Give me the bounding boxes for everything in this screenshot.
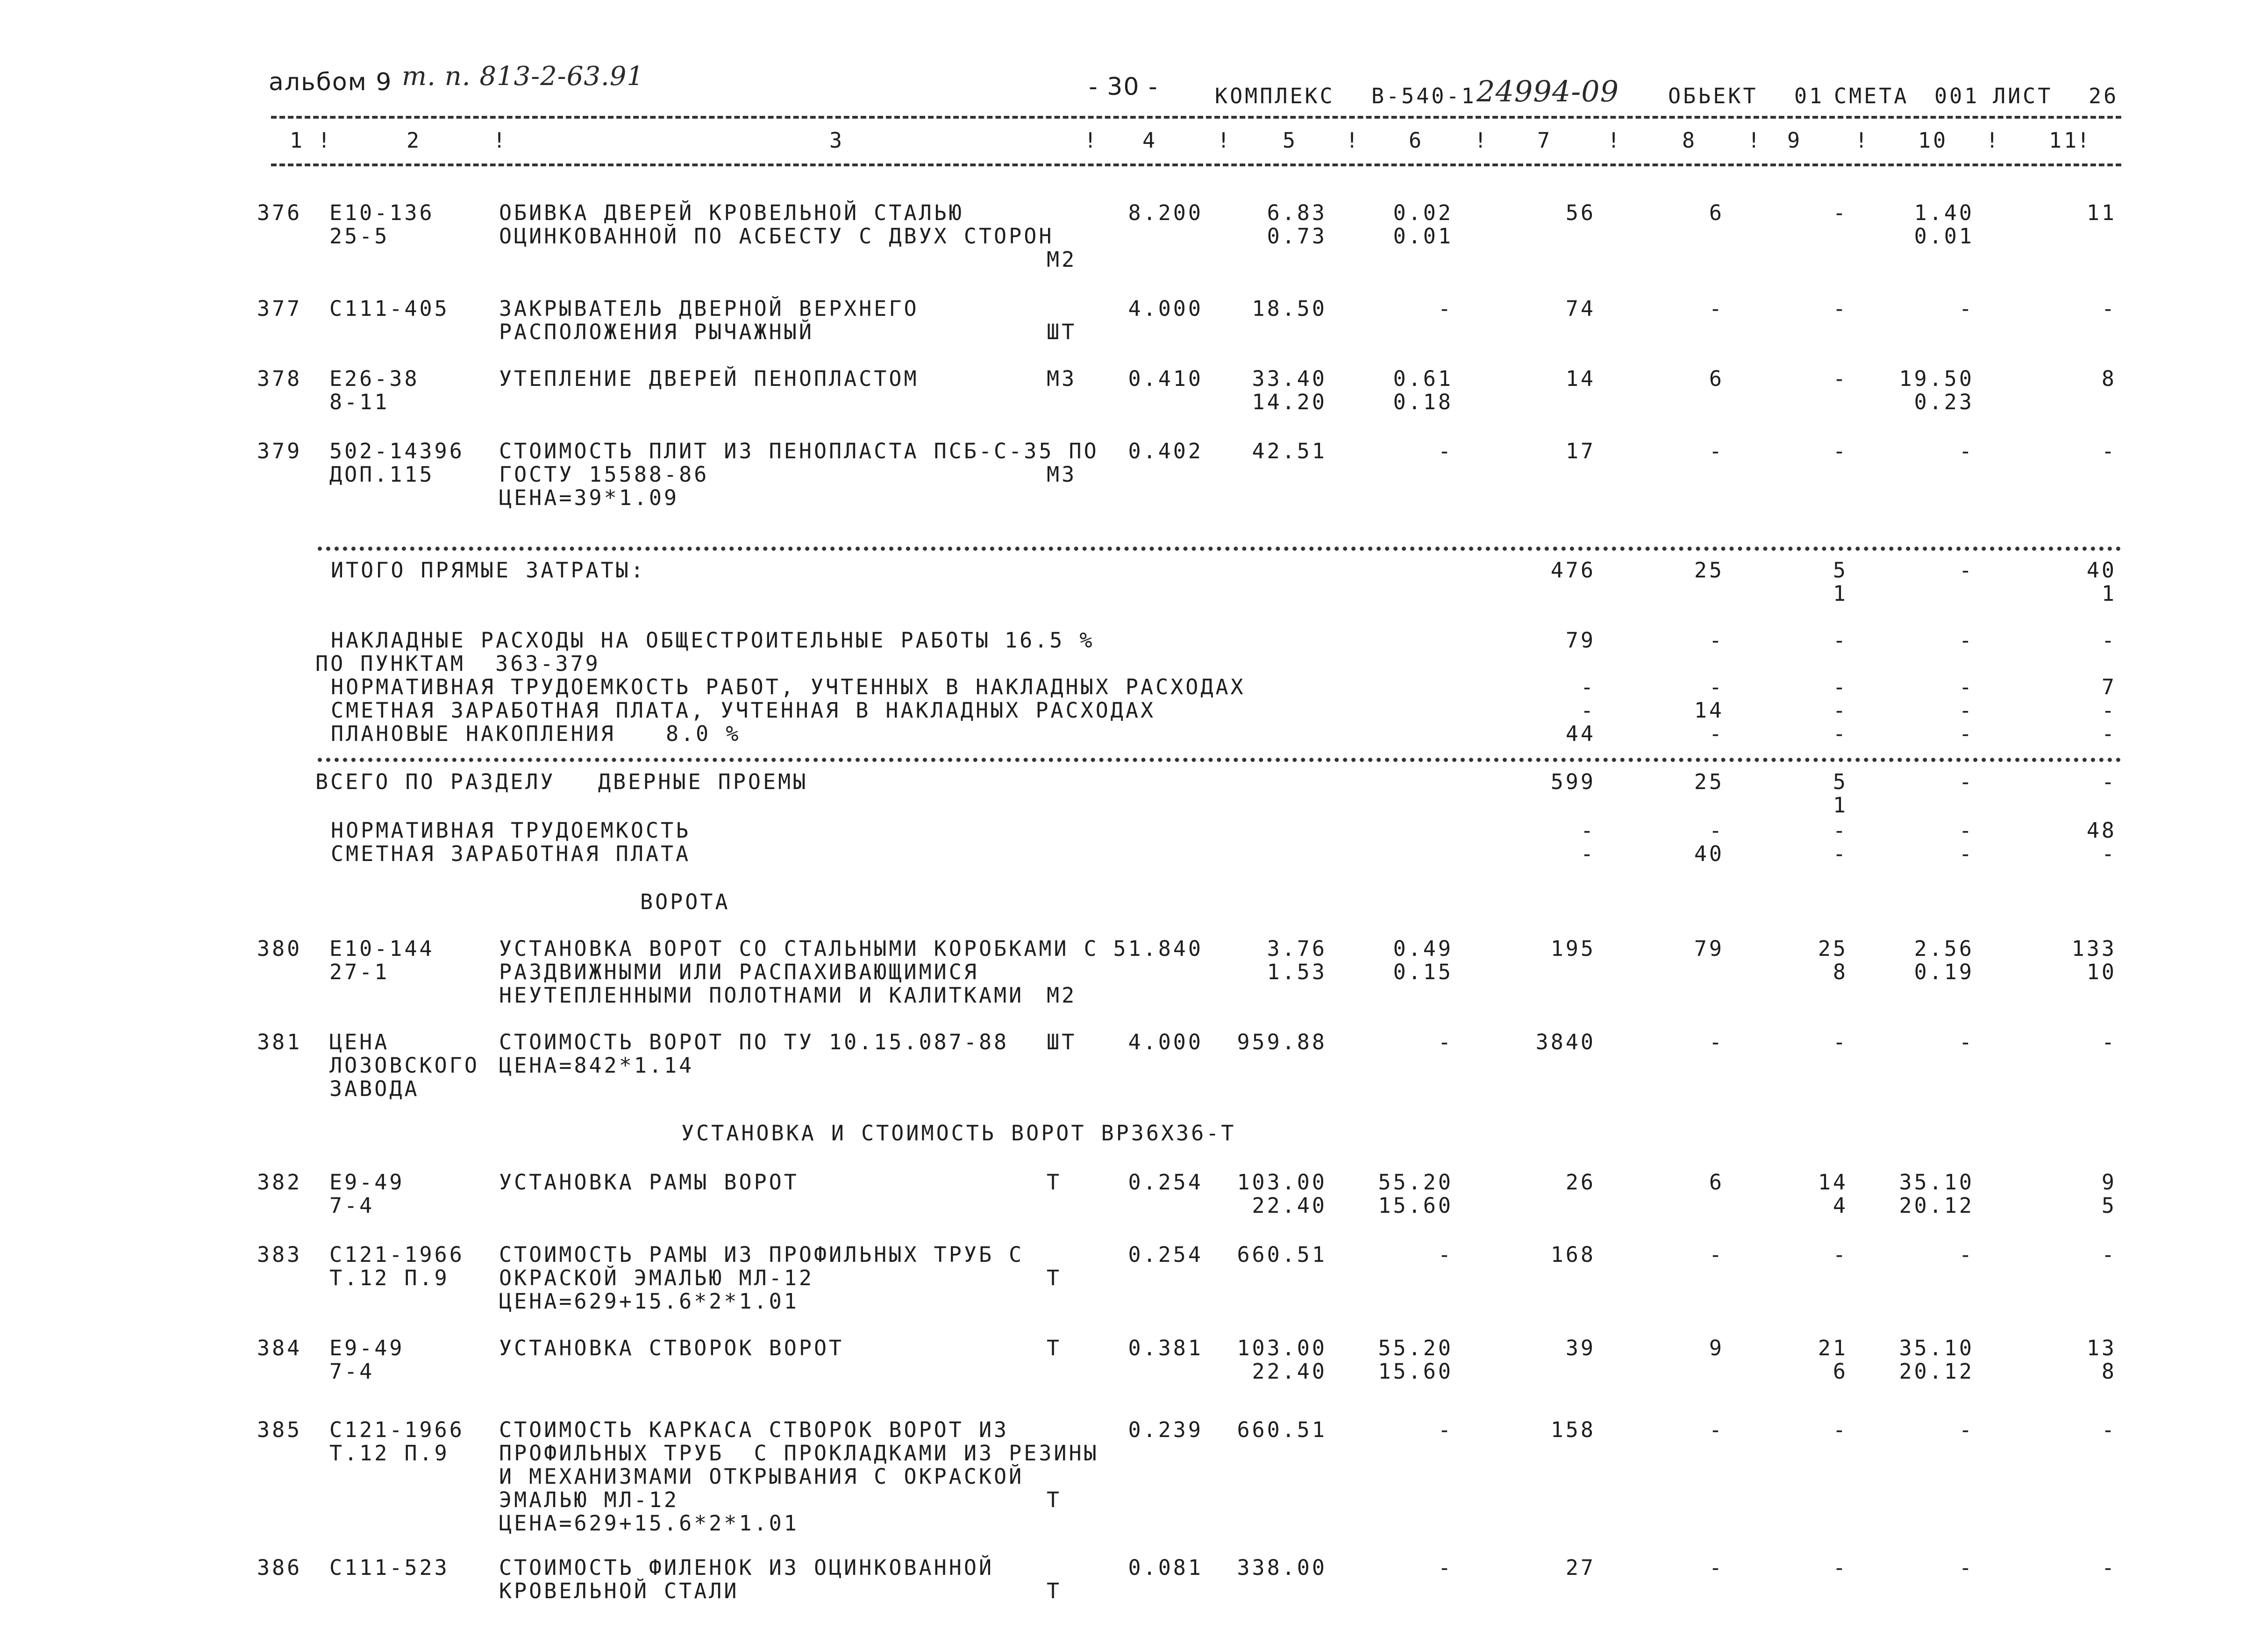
column-header-3: 3 <box>829 128 845 153</box>
row-code: С111-405 <box>329 296 449 321</box>
column-separator: ! <box>318 128 333 153</box>
row-code: 8-11 <box>329 390 390 414</box>
complex-handwritten: 24994-09 <box>1476 74 1619 108</box>
header-top-rule <box>271 116 2121 119</box>
row-unit: Т <box>1047 1487 1062 1512</box>
row-number: 381 <box>257 1030 302 1054</box>
row-code: Е9-49 <box>329 1170 405 1195</box>
section-heading-gates: ВОРОТА <box>640 890 730 914</box>
dotted-separator <box>318 547 2121 551</box>
row-code: 7-4 <box>329 1193 375 1218</box>
column-separator: ! <box>1474 128 1490 153</box>
row-unit: М2 <box>1047 983 1077 1008</box>
column-separator: ! <box>2077 128 2092 153</box>
row-number: 382 <box>257 1170 302 1195</box>
norm-labor-overhead-label: НОРМАТИВНАЯ ТРУДОЕМКОСТЬ РАБОТ, УЧТЕННЫХ В НАКЛАДНЫХ РАСХОДАХ <box>331 675 1246 699</box>
row-code: С121-1966 <box>329 1417 464 1442</box>
column-separator: ! <box>1084 128 1099 153</box>
header-bottom-rule <box>271 164 2121 166</box>
direct-costs-label: ИТОГО ПРЯМЫЕ ЗАТРАТЫ: <box>331 558 646 583</box>
row-description: УСТАНОВКА ВОРОТ СО СТАЛЬНЫМИ КОРОБКАМИ С <box>499 936 1099 961</box>
row-number: 384 <box>257 1336 302 1360</box>
section-total-label: ВСЕГО ПО РАЗДЕЛУ <box>315 769 556 794</box>
row-description: УТЕПЛЕНИЕ ДВЕРЕЙ ПЕНОПЛАСТОМ <box>499 366 919 391</box>
row-description: СТОИМОСТЬ ВОРОТ ПО ТУ 10.15.087-88 <box>499 1030 1009 1054</box>
row-unit: Т <box>1047 1266 1062 1290</box>
row-number: 386 <box>257 1555 302 1580</box>
planned-percent: 8.0 % <box>666 721 741 746</box>
row-description: ГОСТУ 15588-86 <box>499 462 709 487</box>
overhead-label: НАКЛАДНЫЕ РАСХОДЫ НА ОБЩЕСТРОИТЕЛЬНЫЕ РАБОТЫ <box>331 628 991 653</box>
column-separator: ! <box>493 128 508 153</box>
row-code: Е10-144 <box>329 936 435 961</box>
column-separator: ! <box>1855 128 1870 153</box>
section-name: ДВЕРНЫЕ ПРОЕМЫ <box>598 769 808 794</box>
row-description: КРОВЕЛЬНОЙ СТАЛИ <box>499 1579 739 1603</box>
row-description: ЦЕНА=842*1.14 <box>499 1053 694 1078</box>
row-unit: ШТ <box>1047 1030 1077 1054</box>
column-separator: ! <box>1607 128 1623 153</box>
column-header-2: 2 <box>407 128 422 153</box>
row-number: 378 <box>257 366 302 391</box>
row-code: ЗАВОДА <box>329 1076 420 1101</box>
row-description: РАЗДВИЖНЫМИ ИЛИ РАСПАХИВАЮЩИМИСЯ <box>499 960 979 984</box>
row-description: ЭМАЛЬЮ МЛ-12 <box>499 1487 679 1512</box>
album-handwritten: т. п. 813-2-63.91 <box>402 61 644 92</box>
row-description: ПРОФИЛЬНЫХ ТРУБ С ПРОКЛАДКАМИ ИЗ РЕЗИНЫ <box>499 1441 1099 1466</box>
row-description: ЦЕНА=629+15.6*2*1.01 <box>499 1289 799 1314</box>
row-number: 377 <box>257 296 302 321</box>
sheet-value: 26 <box>2089 84 2119 108</box>
row-description: РАСПОЛОЖЕНИЯ РЫЧАЖНЫЙ <box>499 320 814 344</box>
row-unit: Т <box>1047 1579 1062 1603</box>
norm-labor-label: НОРМАТИВНАЯ ТРУДОЕМКОСТЬ <box>331 818 691 843</box>
row-code: ЛОЗОВСКОГО <box>329 1053 479 1078</box>
row-unit: М2 <box>1047 247 1077 272</box>
overhead-items-label: ПО ПУНКТАМ 363-379 <box>315 651 600 676</box>
planned-label: ПЛАНОВЫЕ НАКОПЛЕНИЯ <box>331 721 616 746</box>
row-unit: М3 <box>1047 366 1077 391</box>
row-number: 385 <box>257 1417 302 1442</box>
row-number: 383 <box>257 1242 302 1267</box>
column-header-5: 5 <box>1283 128 1298 153</box>
row-unit: ШТ <box>1047 320 1077 344</box>
column-separator: ! <box>1346 128 1361 153</box>
row-code: 25-5 <box>329 224 390 249</box>
object-label: ОБЬЕКТ <box>1668 84 1758 108</box>
row-code: Е10-136 <box>329 200 435 225</box>
wage-label: СМЕТНАЯ ЗАРАБОТНАЯ ПЛАТА <box>331 841 691 866</box>
complex-code: В-540-1 <box>1371 84 1476 108</box>
column-header-6: 6 <box>1409 128 1424 153</box>
column-header-10: 10 <box>1918 128 1948 153</box>
smeta-value: 001 <box>1934 84 1980 108</box>
row-description: СТОИМОСТЬ РАМЫ ИЗ ПРОФИЛЬНЫХ ТРУБ С <box>499 1242 1024 1267</box>
row-code: 502-14396 <box>329 439 464 463</box>
page-number: - 30 - <box>1089 73 1158 101</box>
row-code: Е26-38 <box>329 366 420 391</box>
row-code: Т.12 П.9 <box>329 1266 449 1290</box>
column-header-4: 4 <box>1142 128 1158 153</box>
section-heading-gates-install: УСТАНОВКА И СТОИМОСТЬ ВОРОТ ВР36Х36-Т <box>681 1121 1236 1146</box>
complex-label: КОМПЛЕКС <box>1215 84 1335 108</box>
row-description: СТОИМОСТЬ ФИЛЕНОК ИЗ ОЦИНКОВАННОЙ <box>499 1555 994 1580</box>
row-description: ОБИВКА ДВЕРЕЙ КРОВЕЛЬНОЙ СТАЛЬЮ <box>499 200 964 225</box>
column-header-1: 1 <box>290 128 305 153</box>
row-description: УСТАНОВКА СТВОРОК ВОРОТ <box>499 1336 844 1360</box>
row-code: Т.12 П.9 <box>329 1441 449 1466</box>
row-description: СТОИМОСТЬ КАРКАСА СТВОРОК ВОРОТ ИЗ <box>499 1417 1009 1442</box>
row-code: С121-1966 <box>329 1242 464 1267</box>
column-header-11: 11 <box>2049 128 2079 153</box>
column-separator: ! <box>1986 128 2001 153</box>
sheet-label: ЛИСТ <box>1993 84 2053 108</box>
row-code: Е9-49 <box>329 1336 405 1360</box>
row-code: С111-523 <box>329 1555 449 1580</box>
column-separator: ! <box>1747 128 1763 153</box>
column-header-7: 7 <box>1537 128 1553 153</box>
row-unit: М3 <box>1047 462 1077 487</box>
overhead-percent: 16.5 % <box>1005 628 1095 653</box>
row-description: ЦЕНА=39*1.09 <box>499 485 679 510</box>
row-description: И МЕХАНИЗМАМИ ОТКРЫВАНИЯ С ОКРАСКОЙ <box>499 1464 1024 1489</box>
dotted-separator <box>318 758 2121 762</box>
column-separator: ! <box>1217 128 1233 153</box>
column-header-9: 9 <box>1787 128 1803 153</box>
row-code: ЦЕНА <box>329 1030 390 1054</box>
row-unit: Т <box>1047 1170 1062 1195</box>
row-code: ДОП.115 <box>329 462 435 487</box>
column-header-8: 8 <box>1682 128 1697 153</box>
row-description: ОЦИНКОВАННОЙ ПО АСБЕСТУ С ДВУХ СТОРОН <box>499 224 1054 249</box>
row-description: ЦЕНА=629+15.6*2*1.01 <box>499 1511 799 1536</box>
row-description: ЗАКРЫВАТЕЛЬ ДВЕРНОЙ ВЕРХНЕГО <box>499 296 919 321</box>
row-number: 376 <box>257 200 302 225</box>
row-code: 27-1 <box>329 960 390 984</box>
row-unit: Т <box>1047 1336 1062 1360</box>
row-number: 380 <box>257 936 302 961</box>
row-description: УСТАНОВКА РАМЫ ВОРОТ <box>499 1170 799 1195</box>
row-number: 379 <box>257 439 302 463</box>
smeta-label: СМЕТА <box>1834 84 1909 108</box>
row-description: НЕУТЕПЛЕННЫМИ ПОЛОТНАМИ И КАЛИТКАМИ <box>499 983 1024 1008</box>
object-value: 01 <box>1794 84 1825 108</box>
row-description: ОКРАСКОЙ ЭМАЛЬЮ МЛ-12 <box>499 1266 814 1290</box>
row-code: 7-4 <box>329 1359 375 1384</box>
wage-overhead-label: СМЕТНАЯ ЗАРАБОТНАЯ ПЛАТА, УЧТЕННАЯ В НАКЛАДНЫХ РАСХОДАХ <box>331 698 1156 723</box>
album-label: альбом 9 <box>269 68 392 96</box>
row-description: СТОИМОСТЬ ПЛИТ ИЗ ПЕНОПЛАСТА ПСБ-С-35 ПО <box>499 439 1099 463</box>
